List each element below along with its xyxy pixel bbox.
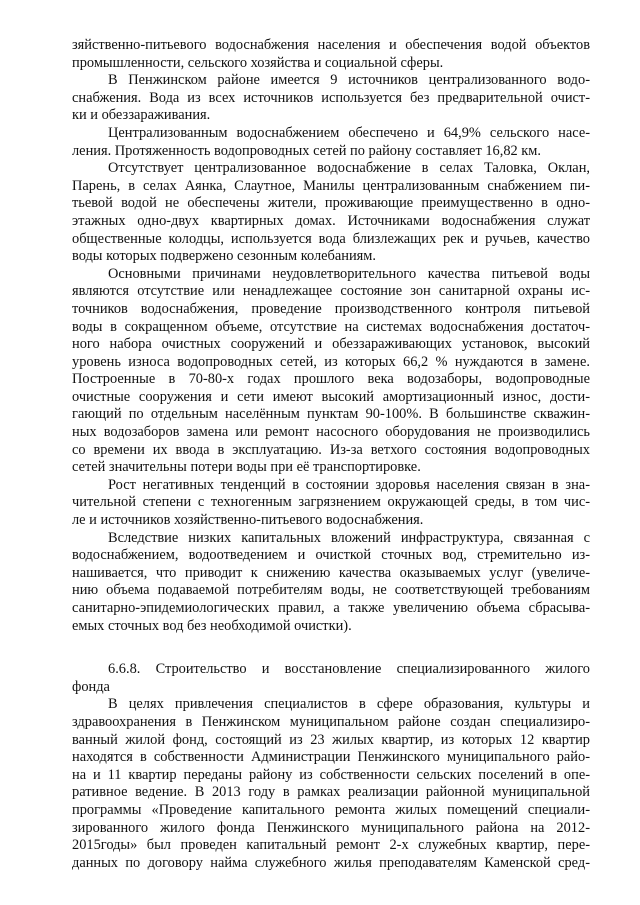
text-line: снабжения. Вода из всех источников используется без предварительной очист- xyxy=(72,89,590,106)
paragraph-intro-continuation xyxy=(72,37,590,72)
text-line: очистные сооружения и сети имеют высокий амортизационный износ, дости- xyxy=(72,388,590,405)
paragraph-health-trends xyxy=(72,477,590,530)
text-line: сетей значительны потери воды при её транспортировке. xyxy=(72,459,421,476)
text-line: чительной степени с техногенным загрязнением окружающей среды, в том чис- xyxy=(72,494,590,511)
paragraph-coverage xyxy=(72,125,590,160)
text-line: находятся в собственности Администрации Пенжинского муниципального райо- xyxy=(72,749,590,766)
text-line: воды которых подвержено сезонным колебаниям. xyxy=(72,248,376,265)
text-line: ных водозаборов замена или ремонт насосного оборудования не производились xyxy=(72,424,590,441)
text-line: Централизованным водоснабжением обеспечено и 64,9% сельского насе- xyxy=(108,124,590,141)
text-line: 6.6.8. Строительство и восстановление специализированного жилого xyxy=(108,661,590,678)
text-line: Вследствие низких капитальных вложений инфраструктура, связанная с xyxy=(108,529,590,546)
paragraph-sources xyxy=(72,72,590,125)
text-line: Рост негативных тенденций в состоянии здоровья населения связан в зна- xyxy=(108,476,590,493)
text-line: ления. Протяженность водопроводных сетей по району составляет 16,82 км. xyxy=(72,142,542,159)
section-gap xyxy=(72,635,590,661)
text-line: воды в сокращенном объеме, отсутствие на системах водоснабжения достаточ- xyxy=(72,318,590,335)
text-line: на и 11 квартир переданы району из собственности сельских поселений в опе- xyxy=(72,766,590,783)
text-line: ванный жилой фонд, состоящий из 23 жилых квартир, из которых 12 квартир xyxy=(72,731,590,748)
text-line: зяйственно-питьевого водоснабжения населения и обеспечения водой объектов xyxy=(72,37,590,53)
text-line: Отсутствует централизованное водоснабжение в селах Таловка, Оклан, xyxy=(108,160,590,177)
section-heading-6-6-8 xyxy=(72,661,590,696)
text-line: санитарно-эпидемиологических правил, а также увеличению объема сбрасыва- xyxy=(72,600,590,616)
text-line: Построенные в 70-80-х годах прошлого века водозаборы, водопроводные xyxy=(72,371,590,388)
text-line: зированного жилого фонда Пенжинского муниципального района на 2012- xyxy=(72,819,590,836)
text-line: нашивается, что приводит к снижению качества оказываемых услуг (увеличе- xyxy=(72,564,590,581)
paragraph-quality-reasons xyxy=(72,266,590,477)
text-line: являются отсутствие или ненадлежащее состояние зон санитарной охраны ис- xyxy=(72,283,590,300)
paragraph-absent-supply xyxy=(72,160,590,266)
text-line: уровень износа водопроводных сетей, из которых 66,2 % нуждаются в замене. xyxy=(72,353,590,370)
text-line: гающий по отдельным населённым пунктам 90-100%. В большинстве скважин- xyxy=(72,406,590,423)
paragraph-infrastructure-wear xyxy=(72,530,590,636)
text-line: тьевой водой не обеспечены жители, проживающие преимущественно в одно- xyxy=(72,195,590,212)
text-line: В Пенжинском районе имеется 9 источников централизованного водо- xyxy=(108,72,590,89)
text-line: этажных одно-двух квартирных домах. Источниками водоснабжения служат xyxy=(72,212,590,229)
text-line: ки и обеззараживания. xyxy=(72,107,211,124)
text-line: промышленности, сельского хозяйства и социальной сферы. xyxy=(72,54,444,71)
text-line: общественные колодцы, используется вода близлежащих рек и ручьев, качество xyxy=(72,230,590,247)
text-line: В целях привлечения специалистов в сфере образования, культуры и xyxy=(108,696,590,713)
text-line: водоснабжением, водоотведением и очисткой сточных вод, стремительно из- xyxy=(72,547,590,564)
text-line: Основными причинами неудовлетворительного качества питьевой воды xyxy=(108,265,590,282)
text-line: данных по договору найма служебного жилья преподавателям Каменской сред- xyxy=(72,854,590,871)
text-line: нию объема подаваемой потребителям воды, не соответствующей требованиям xyxy=(72,582,590,599)
text-line: со времени их ввода в эксплуатацию. Из-за ветхого состояния водопроводных xyxy=(72,441,590,458)
text-line: здравоохранения в Пенжинском муниципальном районе создан специализиро- xyxy=(72,713,590,730)
text-line: емых сточных вод без необходимой очистки). xyxy=(72,617,352,634)
text-line: ле и источников хозяйственно-питьевого водоснабжения. xyxy=(72,512,424,529)
paragraph-housing-fund xyxy=(72,696,590,872)
text-line: ративное ведение. В 2013 году в рамках реализации районной муниципальной xyxy=(72,784,590,801)
document-body xyxy=(72,37,590,872)
text-line: 2015годы» был проведен капитальный ремонт 2-х служебных квартир, пере- xyxy=(72,837,590,854)
text-line: фонда xyxy=(72,678,110,695)
text-line: ного набора очистных сооружений и обеззараживающих установок, высокий xyxy=(72,336,590,353)
text-line: точников водоснабжения, проведение производственного контроля питьевой xyxy=(72,300,590,317)
text-line: Парень, в селах Аянка, Слаутное, Манилы централизованным снабжением пи- xyxy=(72,177,590,194)
text-line: программы «Проведение капитального ремонта жилых помещений специали- xyxy=(72,801,590,818)
